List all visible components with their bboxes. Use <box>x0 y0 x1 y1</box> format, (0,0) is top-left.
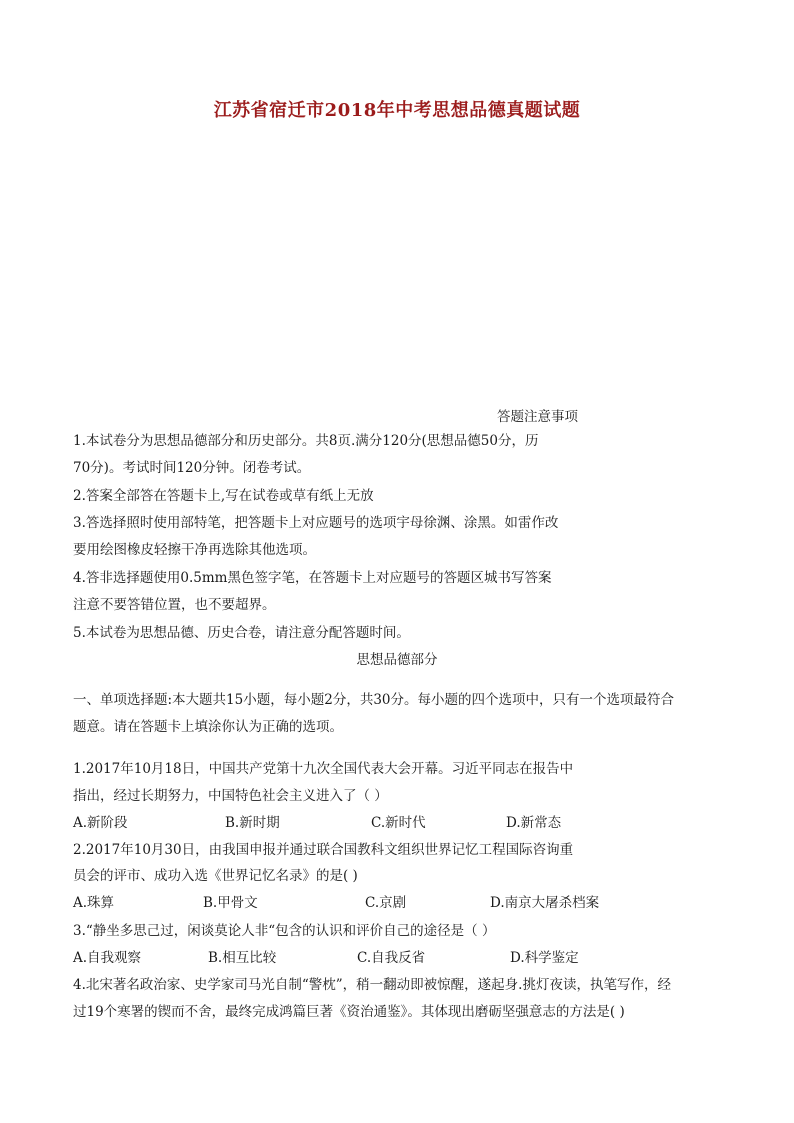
option-a: A.珠算 <box>73 895 115 911</box>
instruction-line: 题意。请在答题卡上填涂你认为正确的选项。 <box>73 719 343 735</box>
notice-heading: 答题注意事项 <box>497 409 578 425</box>
section-title: 思想品德部分 <box>356 652 438 668</box>
option-d: D.科学鉴定 <box>510 950 579 966</box>
notice-line: 2.答案全部答在答题卡上,写在试卷或草有纸上无放 <box>73 488 374 504</box>
question-4-stem: 过19个寒署的锲而不舍，最终完成鸿篇巨著《资治通鉴》。其体现出磨砺坚强意志的方法是( ) <box>73 1004 625 1020</box>
option-d: D.南京大屠杀档案 <box>490 895 600 911</box>
option-a: A.新阶段 <box>73 815 128 831</box>
notice-line: 注意不要答错位置，也不要超界。 <box>73 597 276 613</box>
question-2-stem: 2.2017年10月30日，由我国申报并通过联合国教科文组织世界记忆工程国际咨询重 <box>73 842 574 858</box>
question-1-stem: 指出，经过长期努力，中国特色社会主义进入了（ ） <box>73 788 388 804</box>
notice-line: 3.答选择照时使用部特笔，把答题卡上对应题号的选项宇母徐渊、涂黑。如雷作改 <box>73 515 559 531</box>
option-b: B.新时期 <box>225 815 280 831</box>
option-a: A.自我观察 <box>73 950 142 966</box>
notice-line: 4.答非选择题使用0.5mm黑色签字笔，在答题卡上对应题号的答题区城书写答案 <box>73 570 552 586</box>
option-c: C.自我反省 <box>357 950 426 966</box>
option-c: C.新时代 <box>371 815 426 831</box>
instruction-line: 一、单项选择题:本大题共15小题，每小题2分，共30分。每小题的四个选项中，只有一个选项最符合 <box>73 692 674 708</box>
option-d: D.新常态 <box>506 815 562 831</box>
option-b: B.相互比较 <box>208 950 277 966</box>
option-b: B.甲骨文 <box>203 895 258 911</box>
option-c: C.京剧 <box>365 895 407 911</box>
notice-line: 5.本试卷为思想品德、历史合卷，请注意分配答题时间。 <box>73 625 410 641</box>
notice-line: 要用绘图橡皮轻擦干净再选除其他选项。 <box>73 542 316 558</box>
question-4-stem: 4.北宋著名政治家、史学家司马光自制“警枕”，稍一翻动即被惊醒，遂起身.挑灯夜读，执笔写作，经 <box>73 977 671 993</box>
question-3-stem: 3.“静坐多思己过，闲谈莫论人非“包含的认识和评价自己的途径是（ ） <box>73 923 496 939</box>
notice-line: 1.本试卷分为思想品德部分和历史部分。共8页.满分120分(思想品德50分，历 <box>73 433 539 449</box>
question-1-stem: 1.2017年10月18日，中国共产党第十九次全国代表大会开幕。习近平同志在报告中 <box>73 761 574 777</box>
notice-line: 70分)。考试时间120分钟。闭卷考试。 <box>73 460 311 476</box>
page-title: 江苏省宿迁市2018年中考思想品德真题试题 <box>213 100 581 121</box>
question-2-stem: 员会的评市、成功入选《世界记忆名录》的是( ) <box>73 868 358 884</box>
